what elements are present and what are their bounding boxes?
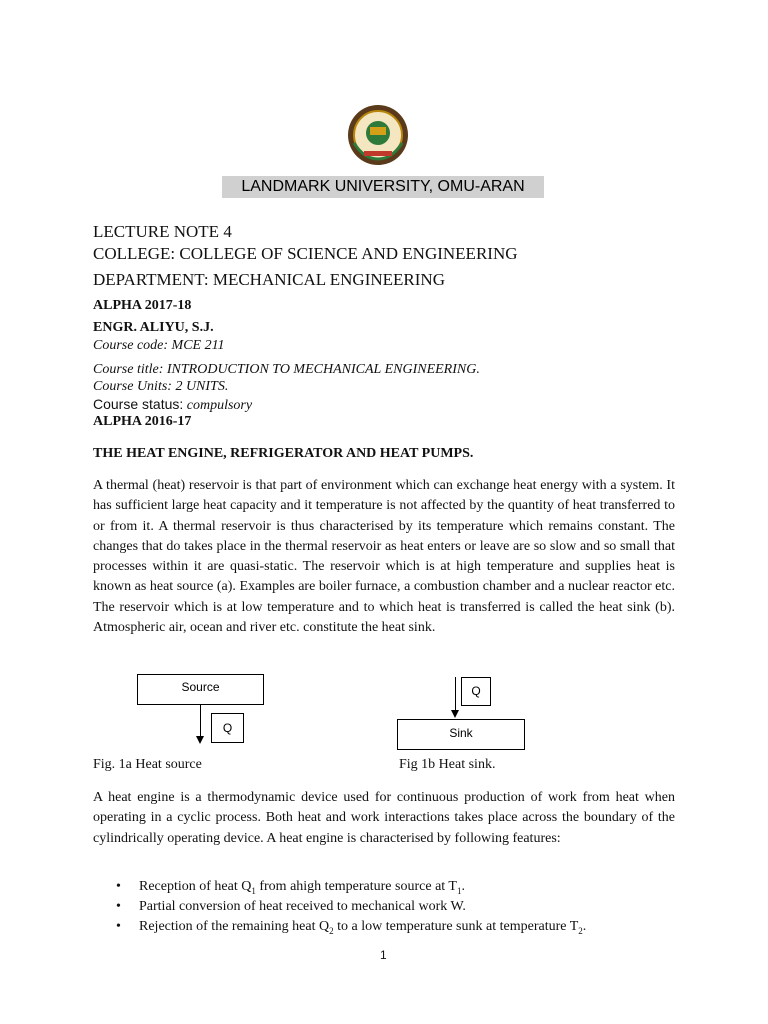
section-title: THE HEAT ENGINE, REFRIGERATOR AND HEAT PUMPS.	[93, 446, 474, 461]
figure-caption-a: Fig. 1a Heat source	[93, 757, 202, 772]
figure-caption-b: Fig 1b Heat sink.	[399, 757, 496, 772]
sink-box: Sink	[397, 719, 525, 750]
course-code: Course code: MCE 211	[93, 338, 225, 353]
paragraph-thermal-reservoir: A thermal (heat) reservoir is that part of environment which can exchange heat energy with a system. It has sufficient large heat capacity and it temperature is not affected by the quantity of heat transferred to or from it. A thermal reservoir is thus characterised by its temperature which remains constant. The changes that do takes place in the thermal reservoir as heat enters or leave are so slow and so small that processes within it are quasi-static. The reservoir which is at high temperature and supplies heat is known as heat source (a). Examples are boiler furnace, a combustion chamber and a nuclear reactor etc. The reservoir which is at low temperature and to which heat is transferred is called the heat sink (b). Atmospheric air, ocean and river etc. constitute the heat sink.	[93, 478, 675, 636]
university-title: LANDMARK UNIVERSITY, OMU-ARAN	[222, 176, 544, 198]
arrow-down-icon	[451, 710, 459, 718]
course-units: Course Units: 2 UNITS.	[93, 379, 229, 394]
college-line: COLLEGE: COLLEGE OF SCIENCE AND ENGINEERING	[93, 244, 518, 263]
source-box: Source	[137, 674, 264, 705]
lecturer-name: ENGR. ALIYU, S.J.	[93, 320, 214, 335]
alpha-2017: ALPHA 2017-18	[93, 298, 192, 313]
page-number: 1	[380, 948, 387, 962]
course-title: Course title: INTRODUCTION TO MECHANICAL ENGINEERING.	[93, 362, 480, 377]
heat-flow-line-b	[455, 677, 456, 711]
feature-list	[93, 877, 586, 937]
course-status-value: compulsory	[186, 398, 253, 413]
department-line: DEPARTMENT: MECHANICAL ENGINEERING	[93, 270, 445, 289]
course-status-label: Course status:	[93, 396, 184, 412]
list-item: • Partial conversion of heat received to mechanical work W.	[93, 897, 586, 917]
alpha-2016: ALPHA 2016-17	[93, 414, 192, 429]
list-item: • Reception of heat $Q_1$ from ahigh temperature source at $T_1$.	[93, 877, 586, 897]
heat-q-box-a: Q	[211, 713, 244, 743]
paragraph-heat-engine: A heat engine is a thermodynamic device used for continuous production of work from heat when operating in a cyclic process. Both heat and work interactions takes place across the boundary of the cylindrically operating device. A heat engine is characterised by following features:	[93, 790, 675, 846]
lecture-number: LECTURE NOTE 4	[93, 222, 232, 241]
heat-flow-line-a	[200, 705, 201, 737]
course-status	[93, 396, 252, 414]
heat-q-box-b: Q	[461, 677, 491, 706]
list-item: • Rejection of the remaining heat $Q_2$ to a low temperature sunk at temperature $T_2$.	[93, 917, 586, 937]
university-seal-icon	[340, 103, 416, 167]
arrow-down-icon	[196, 736, 204, 744]
